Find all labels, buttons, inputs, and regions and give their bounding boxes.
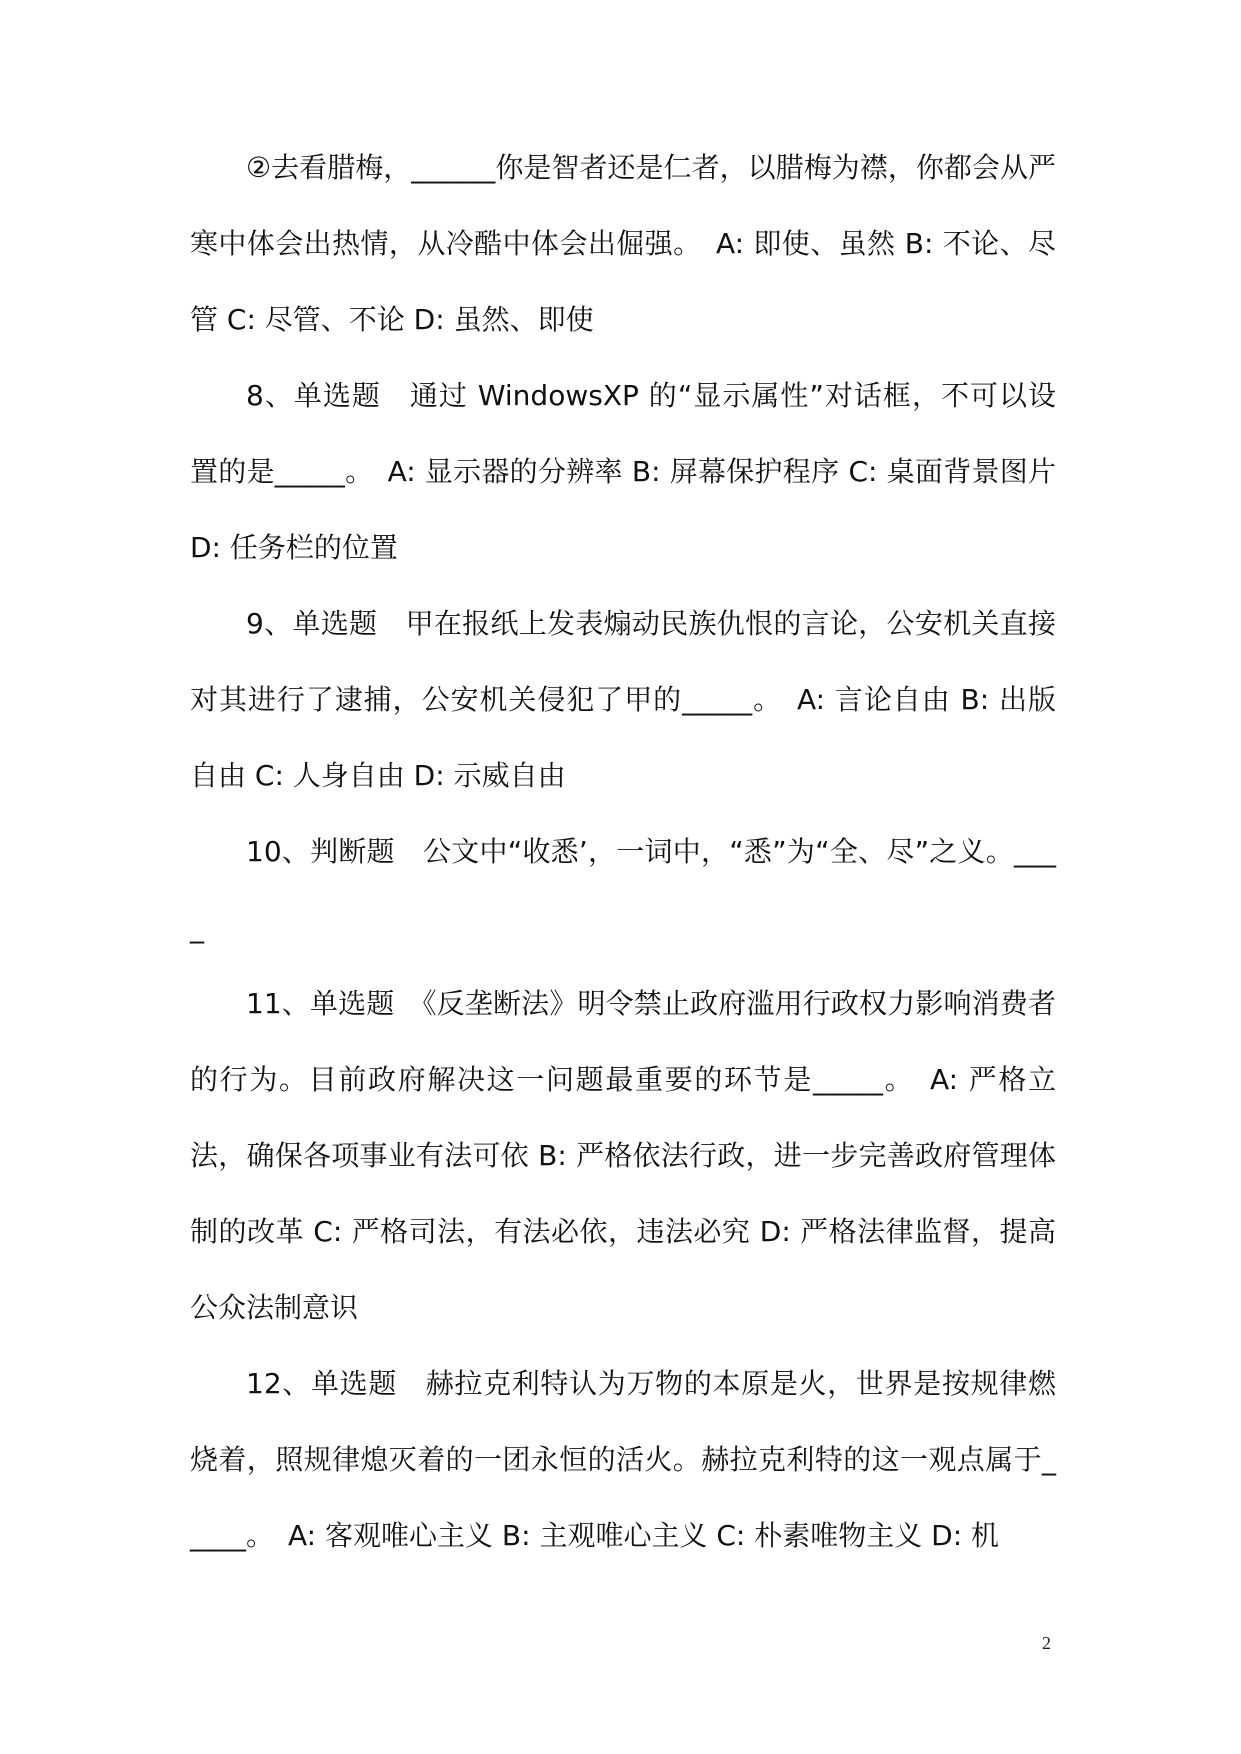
page-number: 2: [1042, 1633, 1051, 1653]
question-8: 8、单选题 通过 WindowsXP 的“显示属性”对话框，不可以设置的是_____。 A: 显示器的分辨率 B: 屏幕保护程序 C: 桌面背景图片 D: 任务栏的位置: [190, 379, 1056, 564]
question-11: 11、单选题 《反垄断法》明令禁止政府滥用行政权力影响消费者的行为。目前政府解决这一问题最重要的环节是_____。 A: 严格立法，确保各项事业有法可依 B: 严格依法行政，进一步完善政府管理体制的改革 C: 严格司法，有法必依，违法必究 D: 严格法律监督，提高公众法制意识: [190, 987, 1056, 1324]
question-10: 10、判断题 公文中“收悉’，一词中，“悉”为“全、尽”之义。____: [190, 835, 1056, 944]
question-9: 9、单选题 甲在报纸上发表煽动民族仇恨的言论，公安机关直接对其进行了逮捕，公安机关侵犯了甲的_____。 A: 言论自由 B: 出版自由 C: 人身自由 D: 示威自由: [190, 607, 1056, 792]
question-12: 12、单选题 赫拉克利特认为万物的本原是火，世界是按规律燃烧着，照规律熄灭着的一团永恒的活火。赫拉克利特的这一观点属于_____。 A: 客观唯心主义 B: 主观唯心主义 C: 朴素唯物主义 D: 机: [190, 1367, 1056, 1552]
document-body: [190, 130, 1056, 1574]
question-7-option-text: ②去看腊梅，______你是智者还是仁者，以腊梅为襟，你都会从严寒中体会出热情，从冷酷中体会出倔强。 A: 即使、虽然 B: 不论、尽管 C: 尽管、不论 D: 虽然、即使: [190, 151, 1056, 336]
